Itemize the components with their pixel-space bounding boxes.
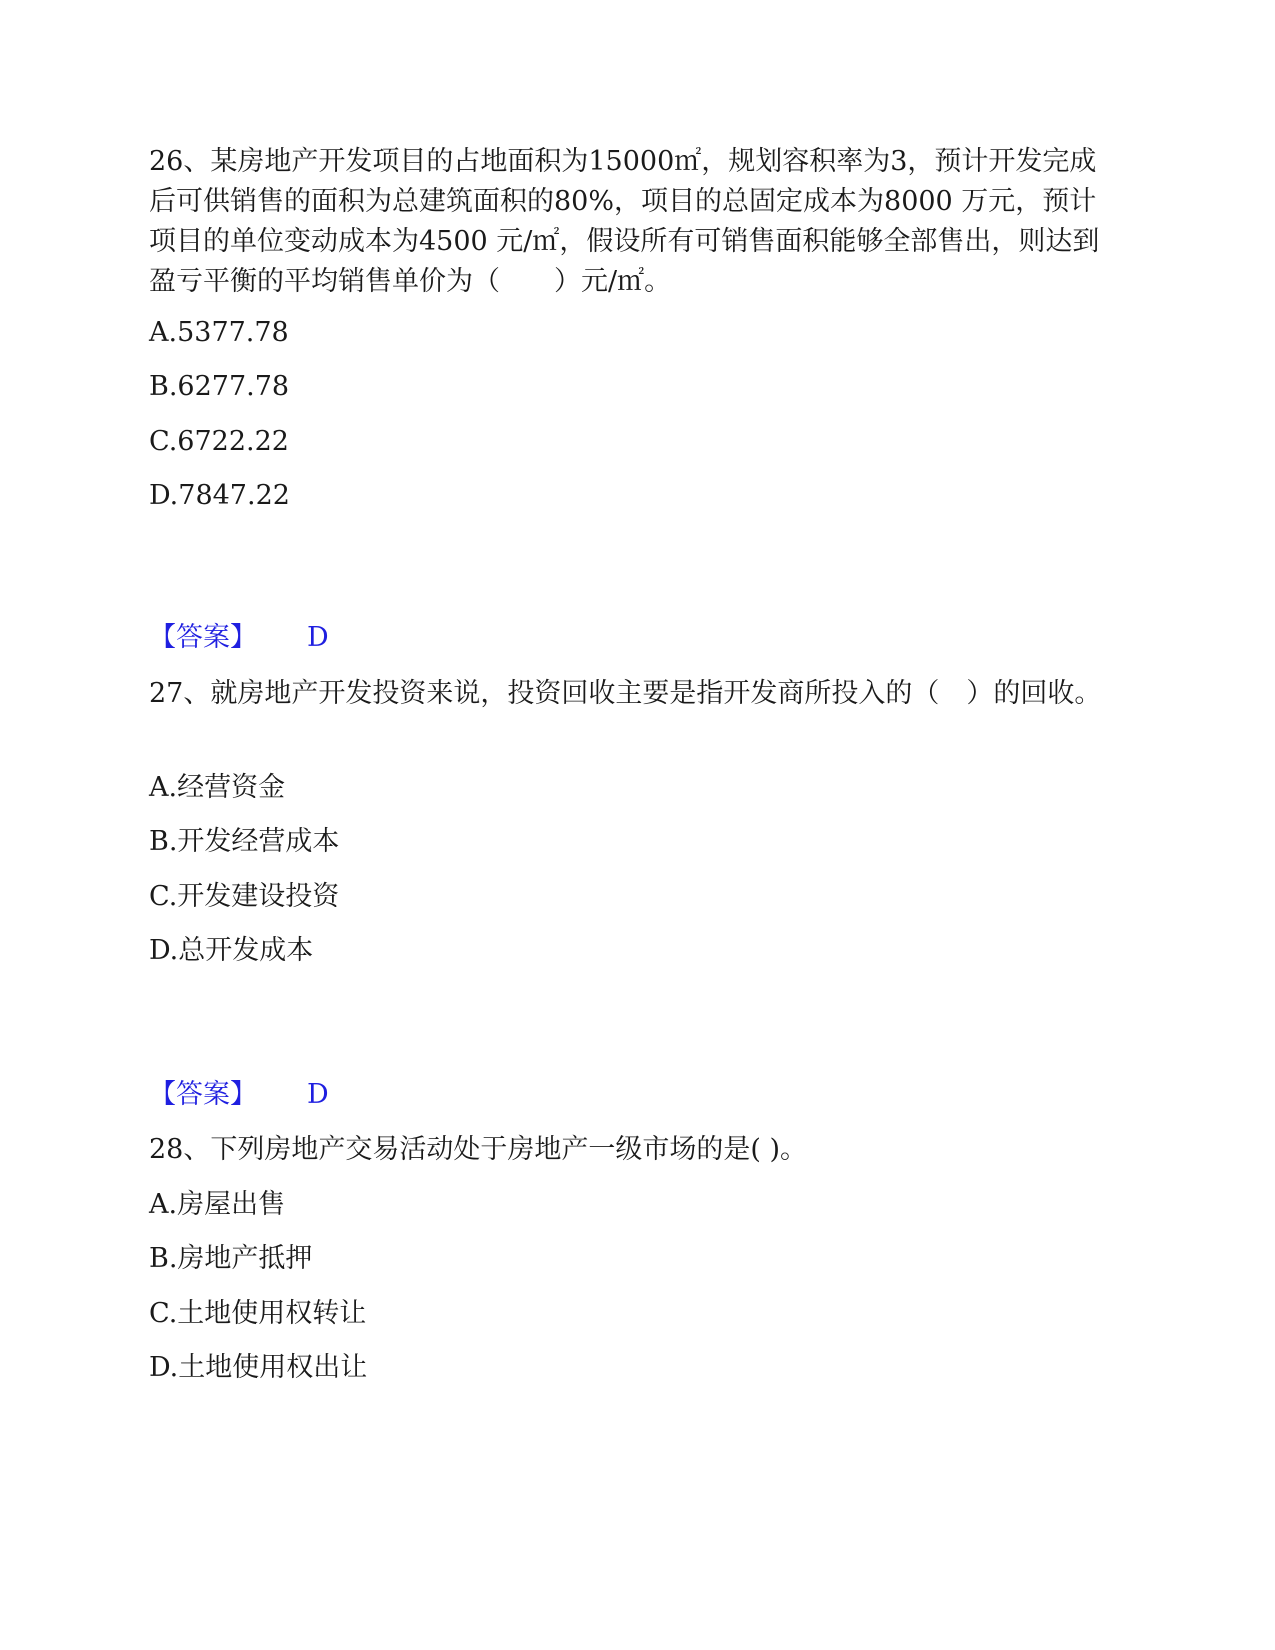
question-26-option-d: D.7847.22 bbox=[149, 480, 290, 511]
question-26-option-c: C.6722.22 bbox=[149, 426, 289, 457]
question-27-option-a: A.经营资金 bbox=[149, 772, 286, 803]
question-28-option-d: D.土地使用权出让 bbox=[149, 1352, 368, 1383]
question-28-option-b: B.房地产抵押 bbox=[149, 1243, 313, 1274]
question-28-option-c: C.土地使用权转让 bbox=[149, 1298, 367, 1329]
question-27-option-b: B.开发经营成本 bbox=[149, 826, 340, 857]
question-26-option-a: A.5377.78 bbox=[149, 317, 289, 348]
question-27-answer bbox=[149, 1075, 329, 1115]
answer-label: 【答案】 bbox=[149, 622, 257, 653]
question-28-option-a: A.房屋出售 bbox=[149, 1189, 286, 1220]
question-26-text: 26、某房地产开发项目的占地面积为15000㎡，规划容积率为3，预计开发完成后可供销售的面积为总建筑面积的80%，项目的总固定成本为8000 万元，预计项目的单位变动成本为4500 元/㎡，假设所有可销售面积能够全部售出，则达到盈亏平衡的平均销售单价为（ ）元/㎡。 bbox=[149, 146, 1100, 297]
answer-value: D bbox=[307, 1079, 329, 1110]
question-27-option-c: C.开发建设投资 bbox=[149, 881, 340, 912]
question-26-option-b: B.6277.78 bbox=[149, 371, 290, 402]
question-28-text: 28、下列房地产交易活动处于房地产一级市场的是( )。 bbox=[149, 1134, 808, 1165]
question-27-option-d: D.总开发成本 bbox=[149, 935, 314, 966]
answer-value: D bbox=[307, 622, 329, 653]
question-27-text: 27、就房地产开发投资来说，投资回收主要是指开发商所投入的（ ）的回收。 bbox=[149, 678, 1102, 709]
question-26-answer bbox=[149, 618, 329, 658]
answer-label: 【答案】 bbox=[149, 1079, 257, 1110]
